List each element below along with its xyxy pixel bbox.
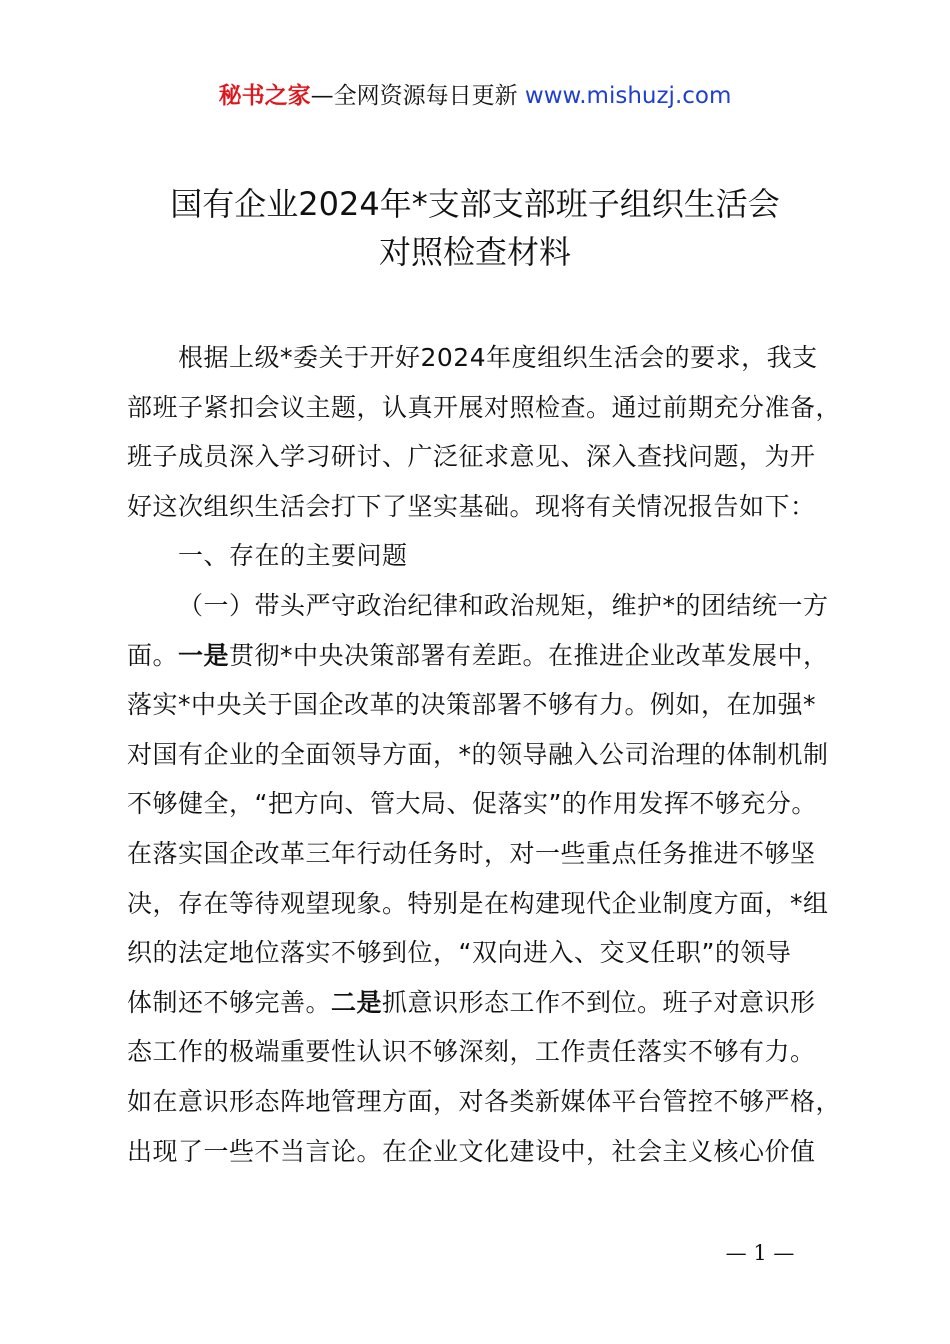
body-text-span: 贯彻*中央决策部署有差距。在推进企业改革发展中， xyxy=(229,640,829,670)
body-line: 出现了一些不当言论。在企业文化建设中，社会主义核心价值 xyxy=(127,1136,816,1166)
body-line: 落实*中央关于国企改革的决策部署不够有力。例如，在加强* xyxy=(127,690,817,720)
body-line: 态工作的极端重要性认识不够深刻，工作责任落实不够有力。 xyxy=(127,1037,816,1067)
body-line: 如在意识形态阵地管理方面，对各类新媒体平台管控不够严格， xyxy=(127,1086,842,1116)
body-line: 根据上级*委关于开好2024年度组织生活会的要求，我支 xyxy=(178,343,818,372)
body-text-span: 抓意识形态工作不到位。班子对意识形 xyxy=(382,987,816,1017)
document-body xyxy=(127,333,842,1176)
body-line: 织的法定地位落实不够到位，“双向进入、交叉任职”的领导 xyxy=(127,938,792,968)
page-number: — 1 — xyxy=(725,1241,795,1265)
title-line-2: 对照检查材料 xyxy=(378,233,571,271)
body-line: 不够健全，“把方向、管大局、促落实”的作用发挥不够充分。 xyxy=(127,789,817,819)
body-line: 决，存在等待观望现象。特别是在构建现代企业制度方面，*组 xyxy=(127,888,829,918)
body-line: 好这次组织生活会打下了坚实基础。现将有关情况报告如下： xyxy=(127,491,816,521)
bold-marker: 二是 xyxy=(331,987,383,1017)
bold-marker: 一是 xyxy=(178,640,230,670)
body-line xyxy=(127,631,837,681)
body-line: 部班子紧扣会议主题，认真开展对照检查。通过前期充分准备， xyxy=(127,392,842,422)
site-url-link[interactable]: www.mishuzj.com xyxy=(524,83,732,109)
body-line: 在落实国企改革三年行动任务时，对一些重点任务推进不够坚 xyxy=(127,838,816,868)
document-title xyxy=(0,180,950,276)
site-header xyxy=(0,80,950,112)
title-line-1: 国有企业2024年*支部支部班子组织生活会 xyxy=(170,185,780,223)
body-text-span: 面。 xyxy=(127,640,179,670)
section-heading: 一、存在的主要问题 xyxy=(178,541,408,571)
header-tagline: —全网资源每日更新 xyxy=(310,83,518,109)
subsection-heading: （一）带头严守政治纪律和政治规矩，维护*的团结统一方 xyxy=(178,590,829,620)
body-line xyxy=(127,978,837,1028)
body-line: 班子成员深入学习研讨、广泛征求意见、深入查找问题，为开 xyxy=(127,442,816,472)
body-text-span: 体制还不够完善。 xyxy=(127,987,332,1017)
body-line: 对国有企业的全面领导方面，*的领导融入公司治理的体制机制 xyxy=(127,739,829,769)
brand-name: 秘书之家 xyxy=(218,83,311,109)
